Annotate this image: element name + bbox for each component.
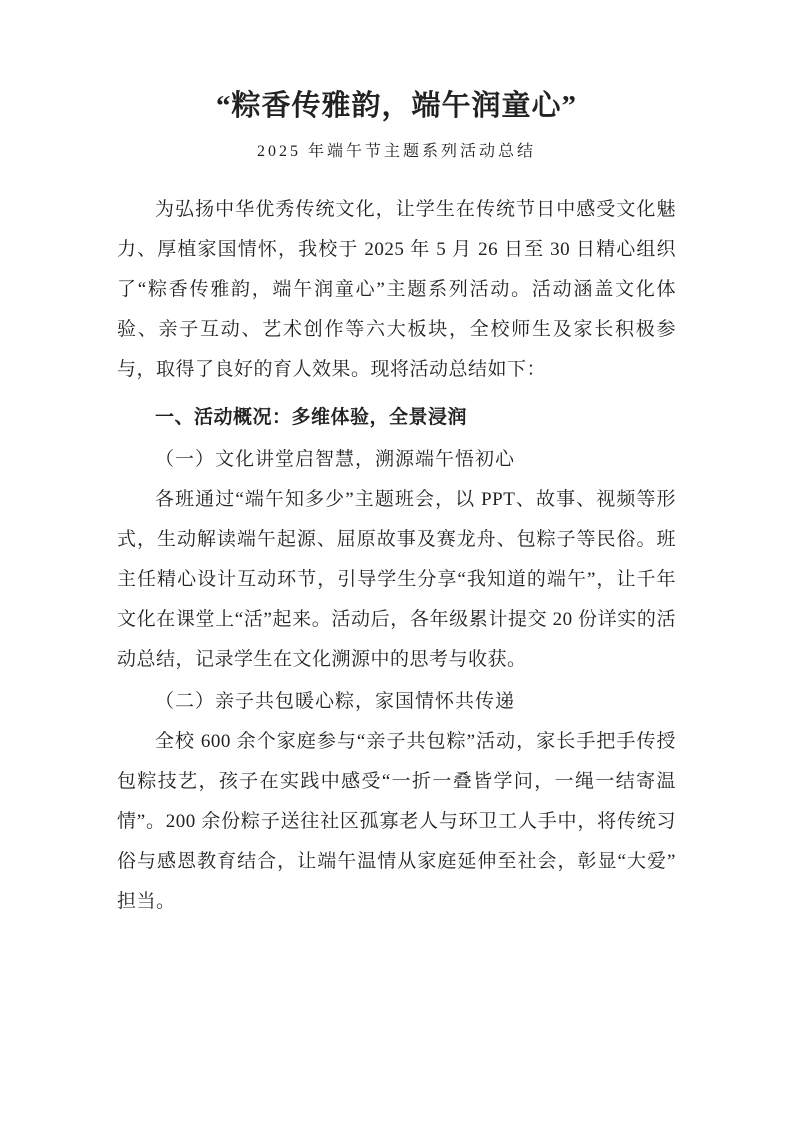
subsection-1-paragraph: 各班通过“端午知多少”主题班会，以 PPT、故事、视频等形式，生动解读端午起源、屈原故事及赛龙舟、包粽子等民俗。班主任精心设计互动环节，引导学生分享“我知道的端午”，让千年文化在课堂上“活”起来。活动后，各年级累计提交 20 份详实的活动总结，记录学生在文化溯源中的思考与收获。	[117, 489, 676, 670]
subsection-2-paragraph: 全校 600 余个家庭参与“亲子共包粽”活动，家长手把手传授包粽技艺，孩子在实践中感受“一折一叠皆学问，一绳一结寄温情”。200 余份粽子送往社区孤寡老人与环卫工人手中，将传统习俗与感恩教育结合，让端午温情从家庭延伸至社会，彰显“大爱”担当。	[117, 731, 676, 912]
section-1-heading: 一、活动概况：多维体验，全景浸润	[155, 407, 468, 428]
intro-paragraph: 为弘扬中华优秀传统文化，让学生在传统节日中感受文化魅力、厚植家国情怀，我校于 2025 年 5 月 26 日至 30 日精心组织了“粽香传雅韵，端午润童心”主题系列活动。活动涵盖文化体验、亲子互动、艺术创作等六大板块，全校师生及家长积极参与，取得了良好的育人效果。现将活动总结如下：	[117, 199, 676, 380]
document-title: “粽香传雅韵，端午润童心”	[215, 90, 577, 122]
subsection-1-heading: （一）文化讲堂启智慧，溯源端午悟初心	[155, 449, 516, 470]
subsection-2-heading: （二）亲子共包暖心粽，家国情怀共传递	[155, 691, 516, 712]
document-subtitle: 2025 年端午节主题系列活动总结	[256, 143, 536, 160]
